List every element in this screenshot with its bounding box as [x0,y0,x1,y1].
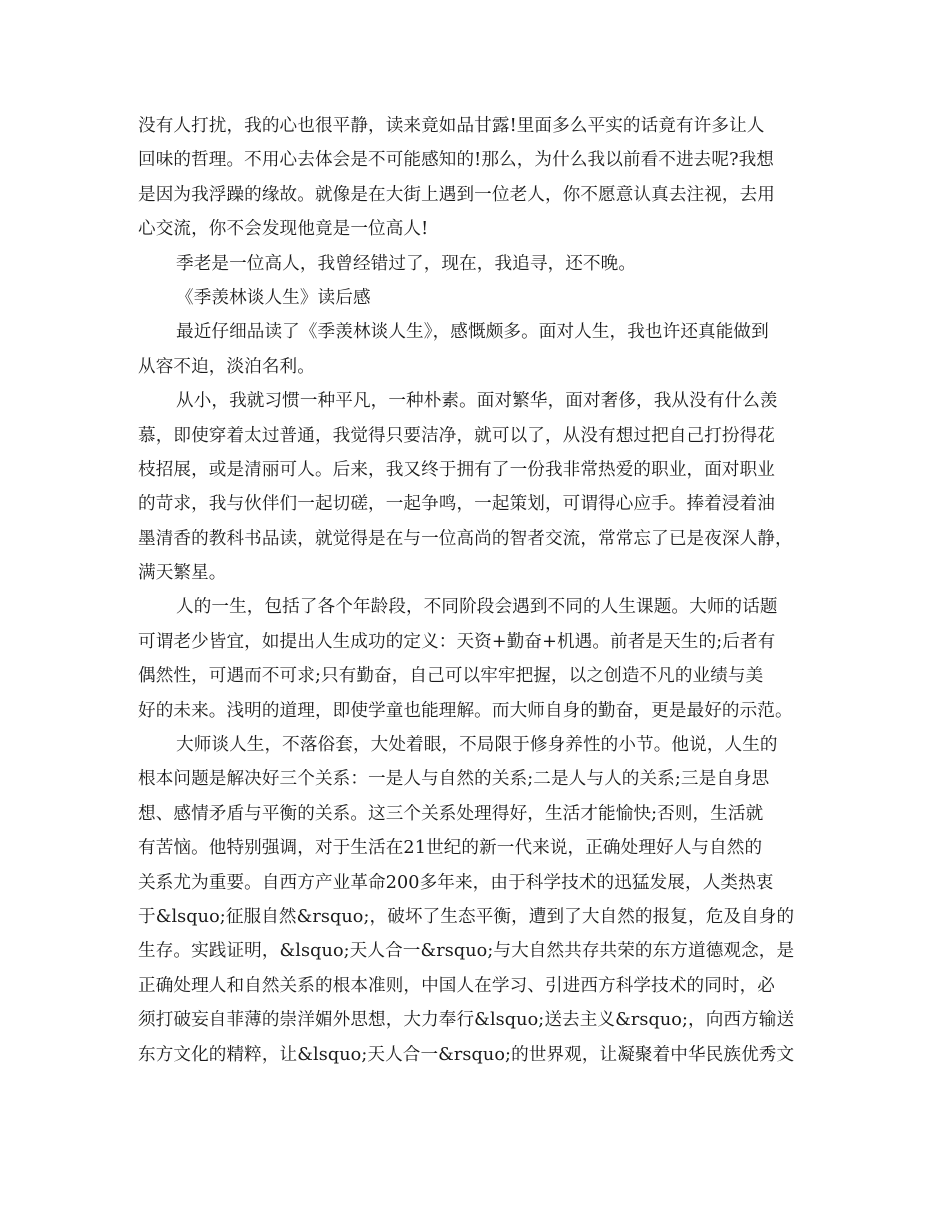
text-line: 有苦恼。他特别强调，对于生活在21世纪的新一代来说，正确处理好人与自然的 [138,838,763,859]
document-body [138,109,828,1072]
text-line: 大师谈人生，不落俗套，大处着眼，不局限于修身养性的小节。他说，人生的 [176,735,778,756]
text-line: 人的一生，包括了各个年龄段，不同阶段会遇到不同的人生课题。大师的话题 [176,597,778,618]
text-line: 是因为我浮躁的缘故。就像是在大街上遇到一位老人，你不愿意认真去注视，去用 [138,184,775,205]
text-line: 枝招展，或是清丽可人。后来，我又终于拥有了一份我非常热爱的职业，面对职业 [138,459,775,480]
text-line: 回味的哲理。不用心去体会是不可能感知的!那么，为什么我以前看不进去呢?我想 [138,150,774,171]
text-line: 的苛求，我与伙伴们一起切磋，一起争鸣，一起策划，可谓得心应手。捧着浸着油 [138,494,775,515]
text-line: 关系尤为重要。自西方产业革命200多年来，由于科学技术的迅猛发展，人类热衷 [138,872,774,893]
text-line: 没有人打扰，我的心也很平静，读来竟如品甘露!里面多么平实的话竟有许多让人 [138,116,765,136]
text-line: 生存。实践证明，&lsquo;天人合一&rsquo;与大自然共存共荣的东方道德观念，是 [138,941,795,962]
text-line: 根本问题是解决好三个关系：一是人与自然的关系;二是人与人的关系;三是自身思 [138,769,770,790]
text-line: 须打破妄自菲薄的崇洋媚外思想，大力奉行&lsquo;送去主义&rsquo;，向西方输送 [138,1010,795,1031]
text-line: 东方文化的精粹，让&lsquo;天人合一&rsquo;的世界观，让凝聚着中华民族优秀文 [138,1044,795,1065]
text-line: 最近仔细品读了《季羡林谈人生》，感慨颇多。面对人生，我也许还真能做到 [176,322,769,343]
text-line: 从小，我就习惯一种平凡，一种朴素。面对繁华，面对奢侈，我从没有什么羡 [176,391,778,412]
text-line: 想、感情矛盾与平衡的关系。这三个关系处理得好，生活才能愉快;否则，生活就 [138,803,764,824]
text-line: 季老是一位高人，我曾经错过了，现在，我追寻，还不晚。 [176,253,637,274]
text-line: 从容不迫，淡泊名利。 [138,356,315,377]
text-line: 满天繁星。 [138,563,227,584]
text-line: 可谓老少皆宜，如提出人生成功的定义：天资+勤奋+机遇。前者是天生的;后者有 [138,631,776,652]
section-title: 《季羡林谈人生》读后感 [176,287,371,308]
text-line: 偶然性，可遇而不可求;只有勤奋，自己可以牢牢把握，以之创造不凡的业绩与美 [138,666,764,687]
text-line: 好的未来。浅明的道理，即使学童也能理解。而大师自身的勤奋，更是最好的示范。 [138,700,793,721]
text-line: 于&lsquo;征服自然&rsquo;，破坏了生态平衡，遭到了大自然的报复，危及自身的 [138,906,795,927]
text-line: 慕，即使穿着太过普通，我觉得只要洁净，就可以了，从没有想过把自己打扮得花 [138,425,775,446]
text-line: 墨清香的教科书品读，就觉得是在与一位高尚的智者交流，常常忘了已是夜深人静， [138,528,793,549]
text-line: 正确处理人和自然关系的根本准则，中国人在学习、引进西方科学技术的同时，必 [138,975,775,996]
text-line: 心交流，你不会发现他竟是一位高人! [138,219,429,240]
